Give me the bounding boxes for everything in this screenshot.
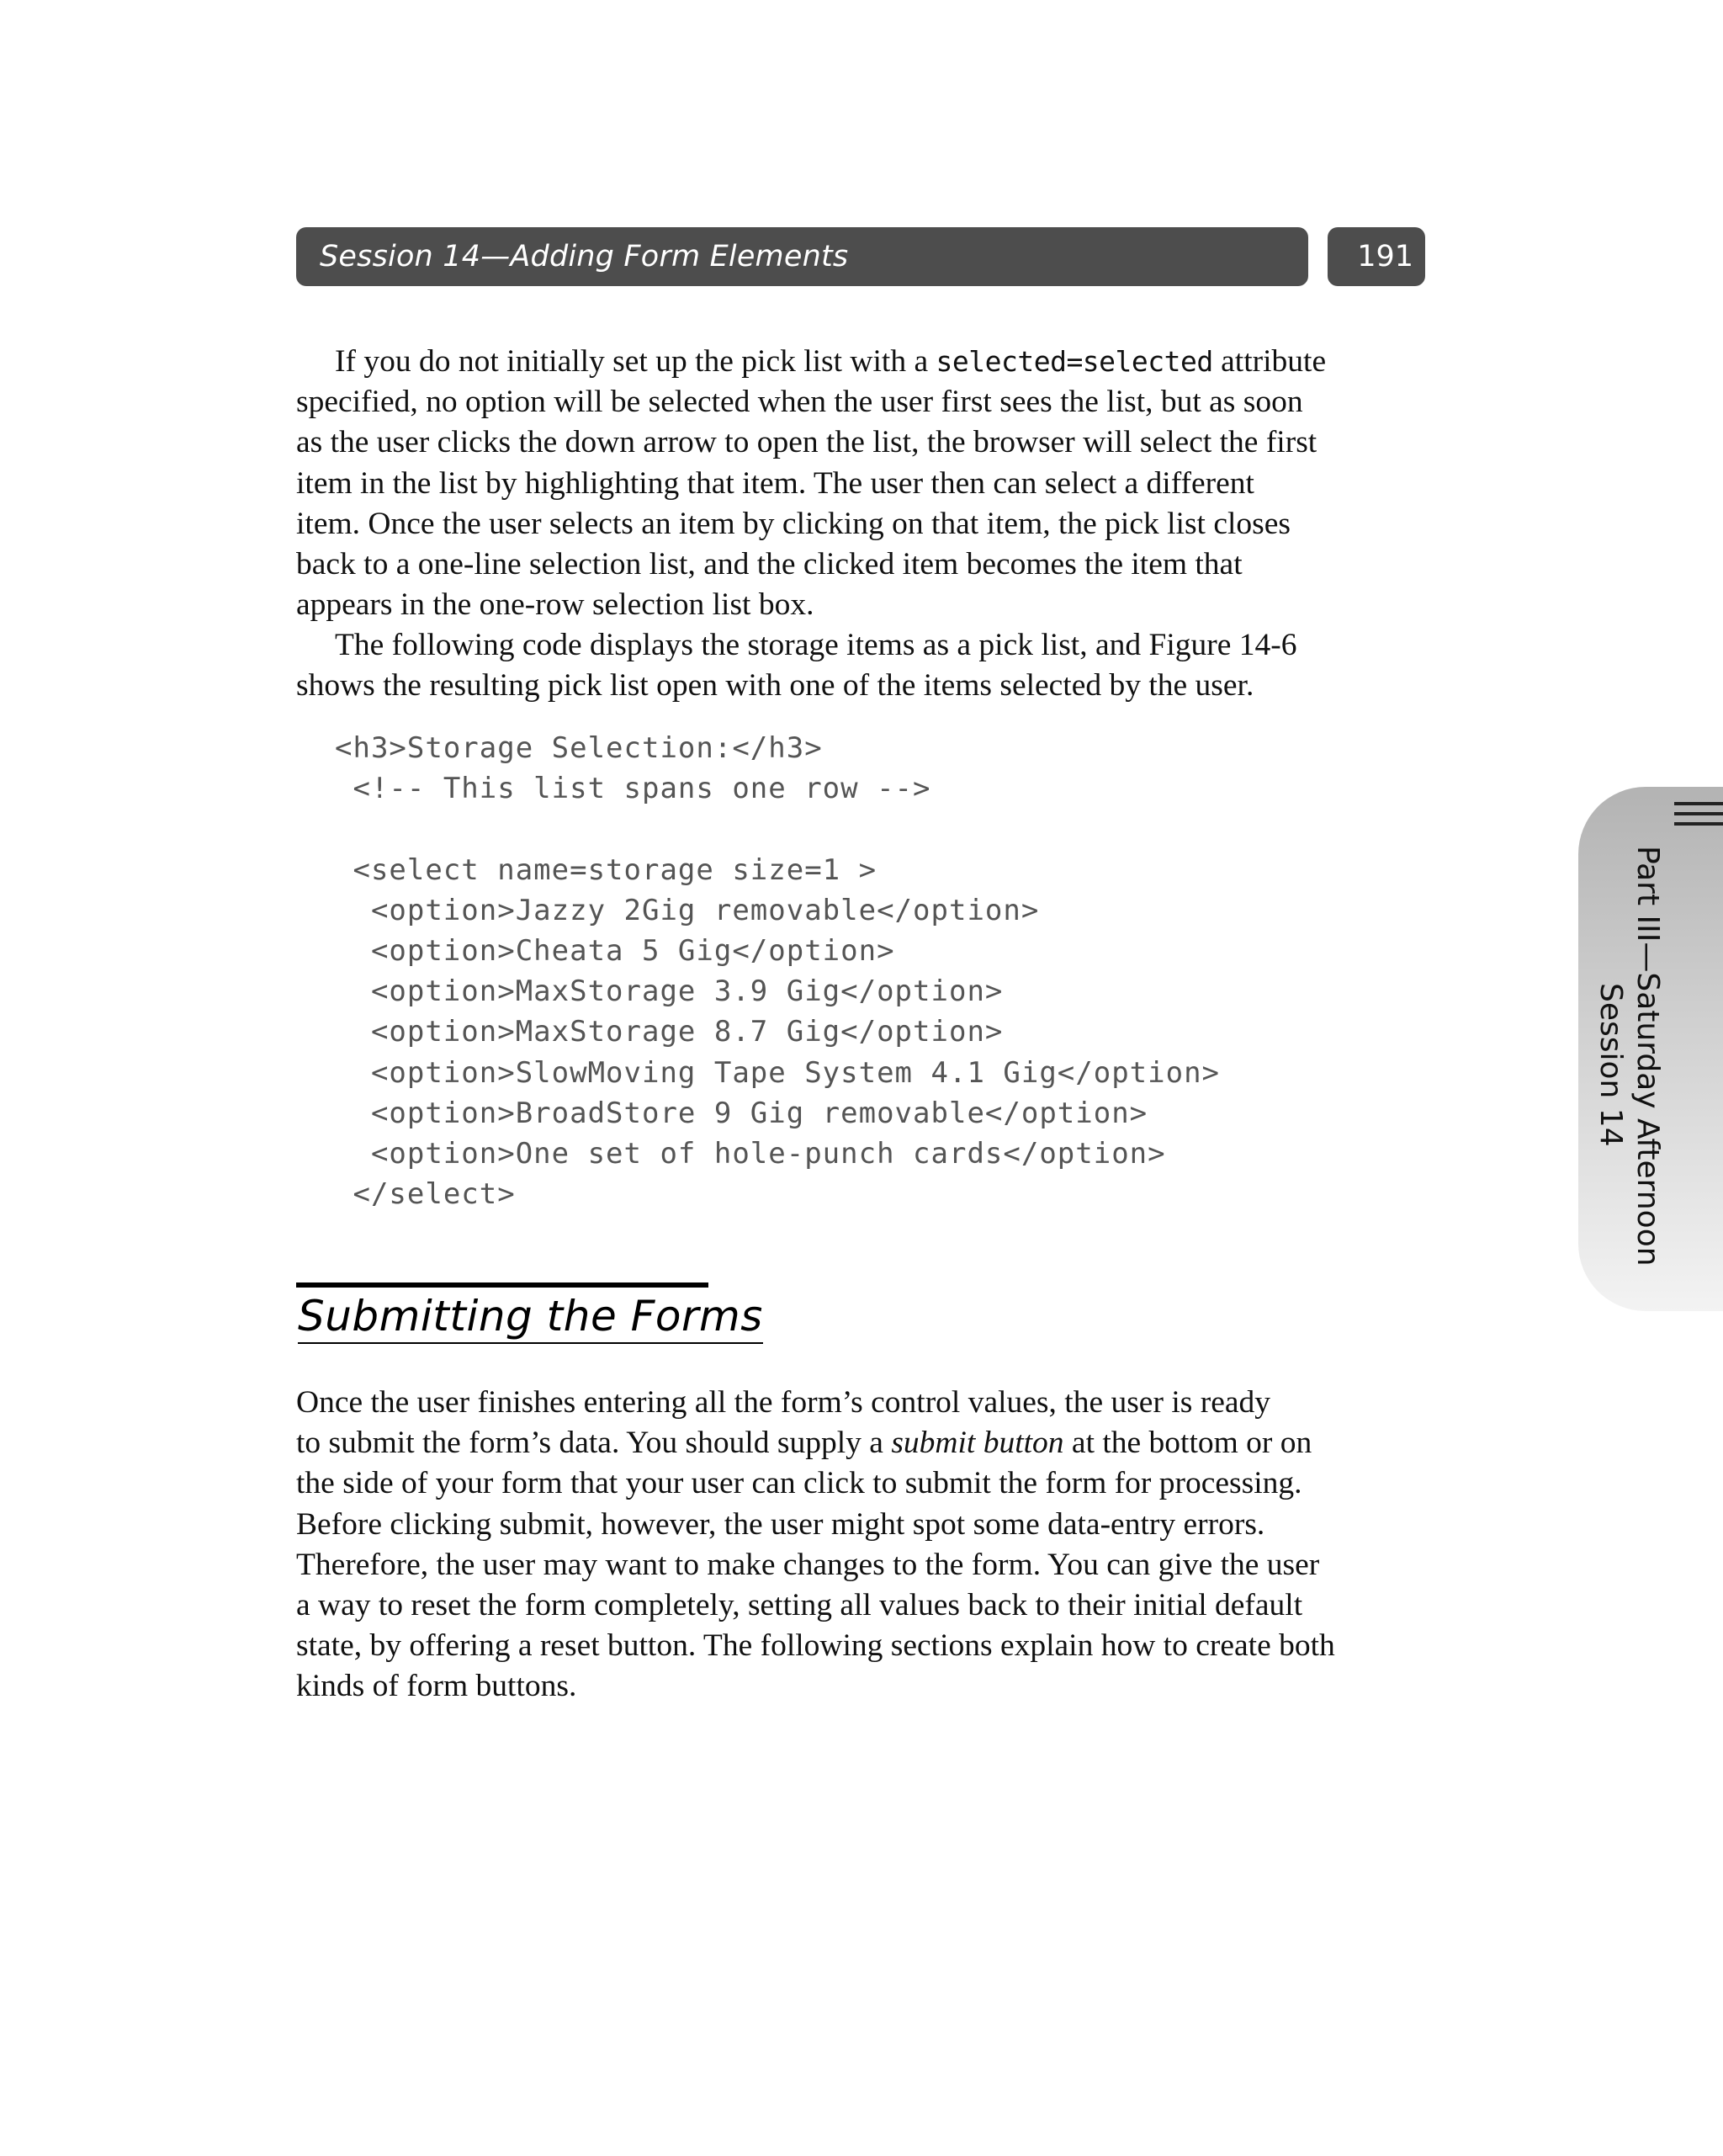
paragraph2-text: The following code displays the storage items as a pick list, and Figure 14-6 shows the resulting pick list open with one of the items selected by the user. [296, 628, 1297, 704]
running-header [296, 227, 1308, 286]
section-rule [296, 1282, 708, 1288]
thumb-tab-lines [1674, 802, 1723, 836]
inline-code-selected: selected=selected [936, 345, 1213, 378]
paragraph1-text-start: If you do not initially set up the pick list with a [335, 344, 936, 379]
thumb-tab-line [1674, 812, 1723, 815]
page-number: 191 [1357, 240, 1413, 273]
thumb-tab-line [1674, 802, 1723, 805]
running-header-title: Session 14—Adding Form Elements [320, 240, 849, 273]
code-listing-select: <h3>Storage Selection:</h3> <!-- This list spans one row --> <select name=storage size=1 > <option>Jazzy 2Gig removable</option> <option>Cheata 5 Gig</option> <option>MaxStorage 3.9 Gig</option> <option>MaxStorage 8.7 Gig</option> <option>SlowMoving Tape System 4.1 Gig</option> <option>BroadStore 9 Gig removable</option> <option>One set of hole-punch cards</option> </select> [335, 731, 1221, 1212]
paragraph1-text-end: attribute specified, no option will be selected when the user first sees the list, but as soon as the user clicks the down arrow to open the list, the browser will select the first item in the list by highlighting that item. The user then can select a different item. Once the user selects an item by clicking on that item, the pick list closes back to a one-line selection list, and the clicked item becomes the item that appears in the one-row selection list box. [296, 344, 1327, 623]
thumb-tab-line [1674, 822, 1723, 826]
paragraph3-text-start: Once the user finishes entering all the form’s control values, the user is ready to submit the form’s data. You should supply a [296, 1385, 1270, 1461]
emphasis-submit-button: submit button [891, 1426, 1064, 1461]
paragraph-pick-list-behavior [296, 342, 1428, 625]
page-number-box [1328, 227, 1425, 286]
thumb-tab-session-label: Session 14 [1593, 982, 1628, 1147]
paragraph3-text-end: at the bottom or on the side of your form that your user can click to submit the form for processing. Before clicking submit, however, the user might spot some data-entry errors. Therefore, the user may want to make changes to the form. You can give the user a way to reset the form completely, setting all values back to their initial default state, by offering a reset button. The following sections explain how to create both kinds of form buttons. [296, 1426, 1335, 1704]
paragraph-submitting-forms [296, 1383, 1428, 1707]
thumb-tab-part-label: Part III—Saturday Afternoon [1630, 846, 1665, 1267]
part-thumb-tab-label [1582, 846, 1666, 1283]
paragraph-code-intro [296, 625, 1428, 706]
section-heading: Submitting the Forms [298, 1290, 763, 1344]
